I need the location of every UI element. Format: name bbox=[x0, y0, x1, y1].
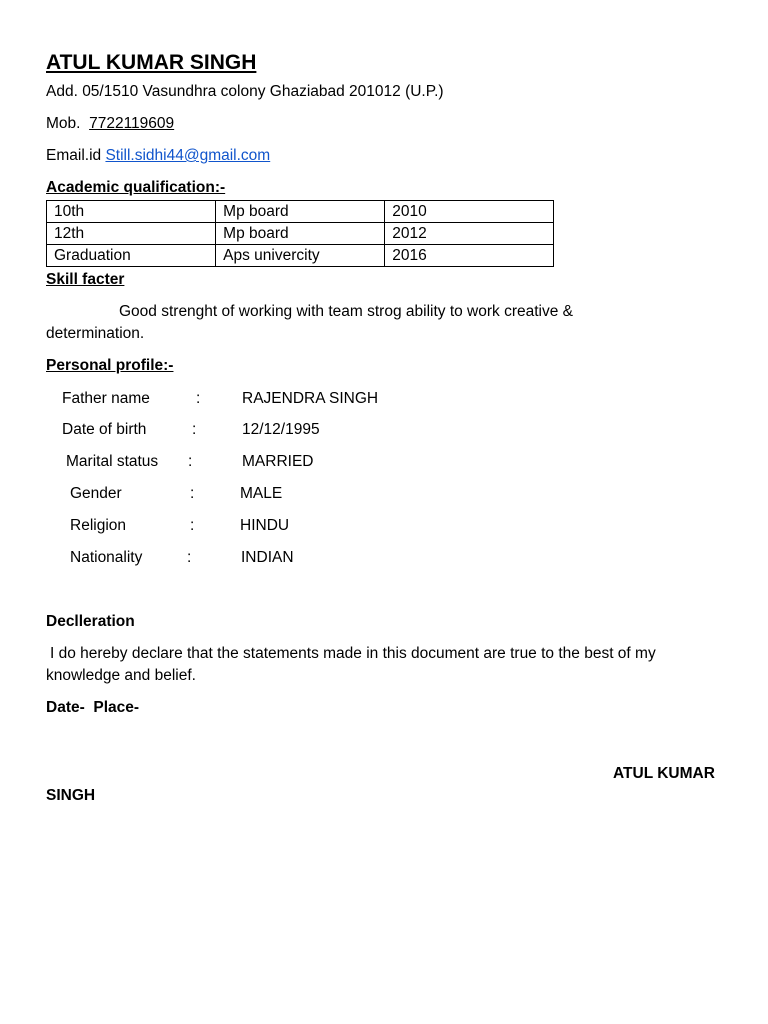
field-value-gender: MALE bbox=[240, 485, 283, 502]
table-cell: 2016 bbox=[385, 245, 554, 267]
academic-heading: Academic qualification:- bbox=[46, 179, 226, 196]
table-row bbox=[47, 223, 554, 245]
email-link[interactable]: Still.sidhi44@gmail.com bbox=[105, 147, 271, 164]
field-label-gender: Gender bbox=[70, 485, 122, 502]
field-separator: : bbox=[190, 485, 195, 502]
field-value-marital: MARRIED bbox=[242, 453, 314, 470]
table-cell: 10th bbox=[47, 201, 216, 223]
mobile-label: Mob. bbox=[46, 115, 81, 132]
field-separator: : bbox=[196, 390, 201, 407]
email-line bbox=[46, 146, 270, 166]
date-place-line: Date- Place- bbox=[46, 699, 140, 716]
mobile-line bbox=[46, 114, 174, 134]
academic-table bbox=[46, 200, 554, 267]
field-label-marital: Marital status bbox=[66, 453, 159, 470]
address-line: Add. 05/1510 Vasundhra colony Ghaziabad 201012 (U.P.) bbox=[46, 83, 444, 100]
field-separator: : bbox=[190, 517, 195, 534]
field-value-nationality: INDIAN bbox=[241, 549, 294, 566]
field-label-nationality: Nationality bbox=[70, 549, 143, 566]
table-cell: 12th bbox=[47, 223, 216, 245]
field-label-father: Father name bbox=[62, 390, 150, 407]
table-row bbox=[47, 201, 554, 223]
field-separator: : bbox=[192, 421, 197, 438]
field-value-dob: 12/12/1995 bbox=[242, 421, 320, 438]
signature-line2: SINGH bbox=[46, 787, 96, 804]
skill-text-line1: Good strenght of working with team strog ability to work creative & bbox=[119, 303, 574, 320]
personal-heading: Personal profile:- bbox=[46, 357, 174, 374]
email-label: Email.id bbox=[46, 147, 102, 164]
declaration-text-line2: knowledge and belief. bbox=[46, 667, 196, 684]
field-separator: : bbox=[187, 549, 192, 566]
field-value-religion: HINDU bbox=[240, 517, 290, 534]
declaration-text-line1: I do hereby declare that the statements made in this document are true to the best of my bbox=[50, 645, 656, 662]
field-label-religion: Religion bbox=[70, 517, 127, 534]
skill-heading: Skill facter bbox=[46, 271, 125, 288]
table-cell: Mp board bbox=[216, 223, 385, 245]
table-cell: Mp board bbox=[216, 201, 385, 223]
skill-text-line2: determination. bbox=[46, 325, 145, 342]
field-label-dob: Date of birth bbox=[62, 421, 147, 438]
table-row bbox=[47, 245, 554, 267]
resume-name: ATUL KUMAR SINGH bbox=[46, 51, 257, 74]
table-cell: Aps univercity bbox=[216, 245, 385, 267]
table-cell: Graduation bbox=[47, 245, 216, 267]
table-cell: 2012 bbox=[385, 223, 554, 245]
table-cell: 2010 bbox=[385, 201, 554, 223]
signature-line1: ATUL KUMAR bbox=[613, 765, 715, 782]
field-separator: : bbox=[188, 453, 193, 470]
field-value-father: RAJENDRA SINGH bbox=[242, 390, 379, 407]
mobile-number[interactable]: 7722119609 bbox=[89, 115, 175, 132]
declaration-heading: Declleration bbox=[46, 613, 135, 630]
